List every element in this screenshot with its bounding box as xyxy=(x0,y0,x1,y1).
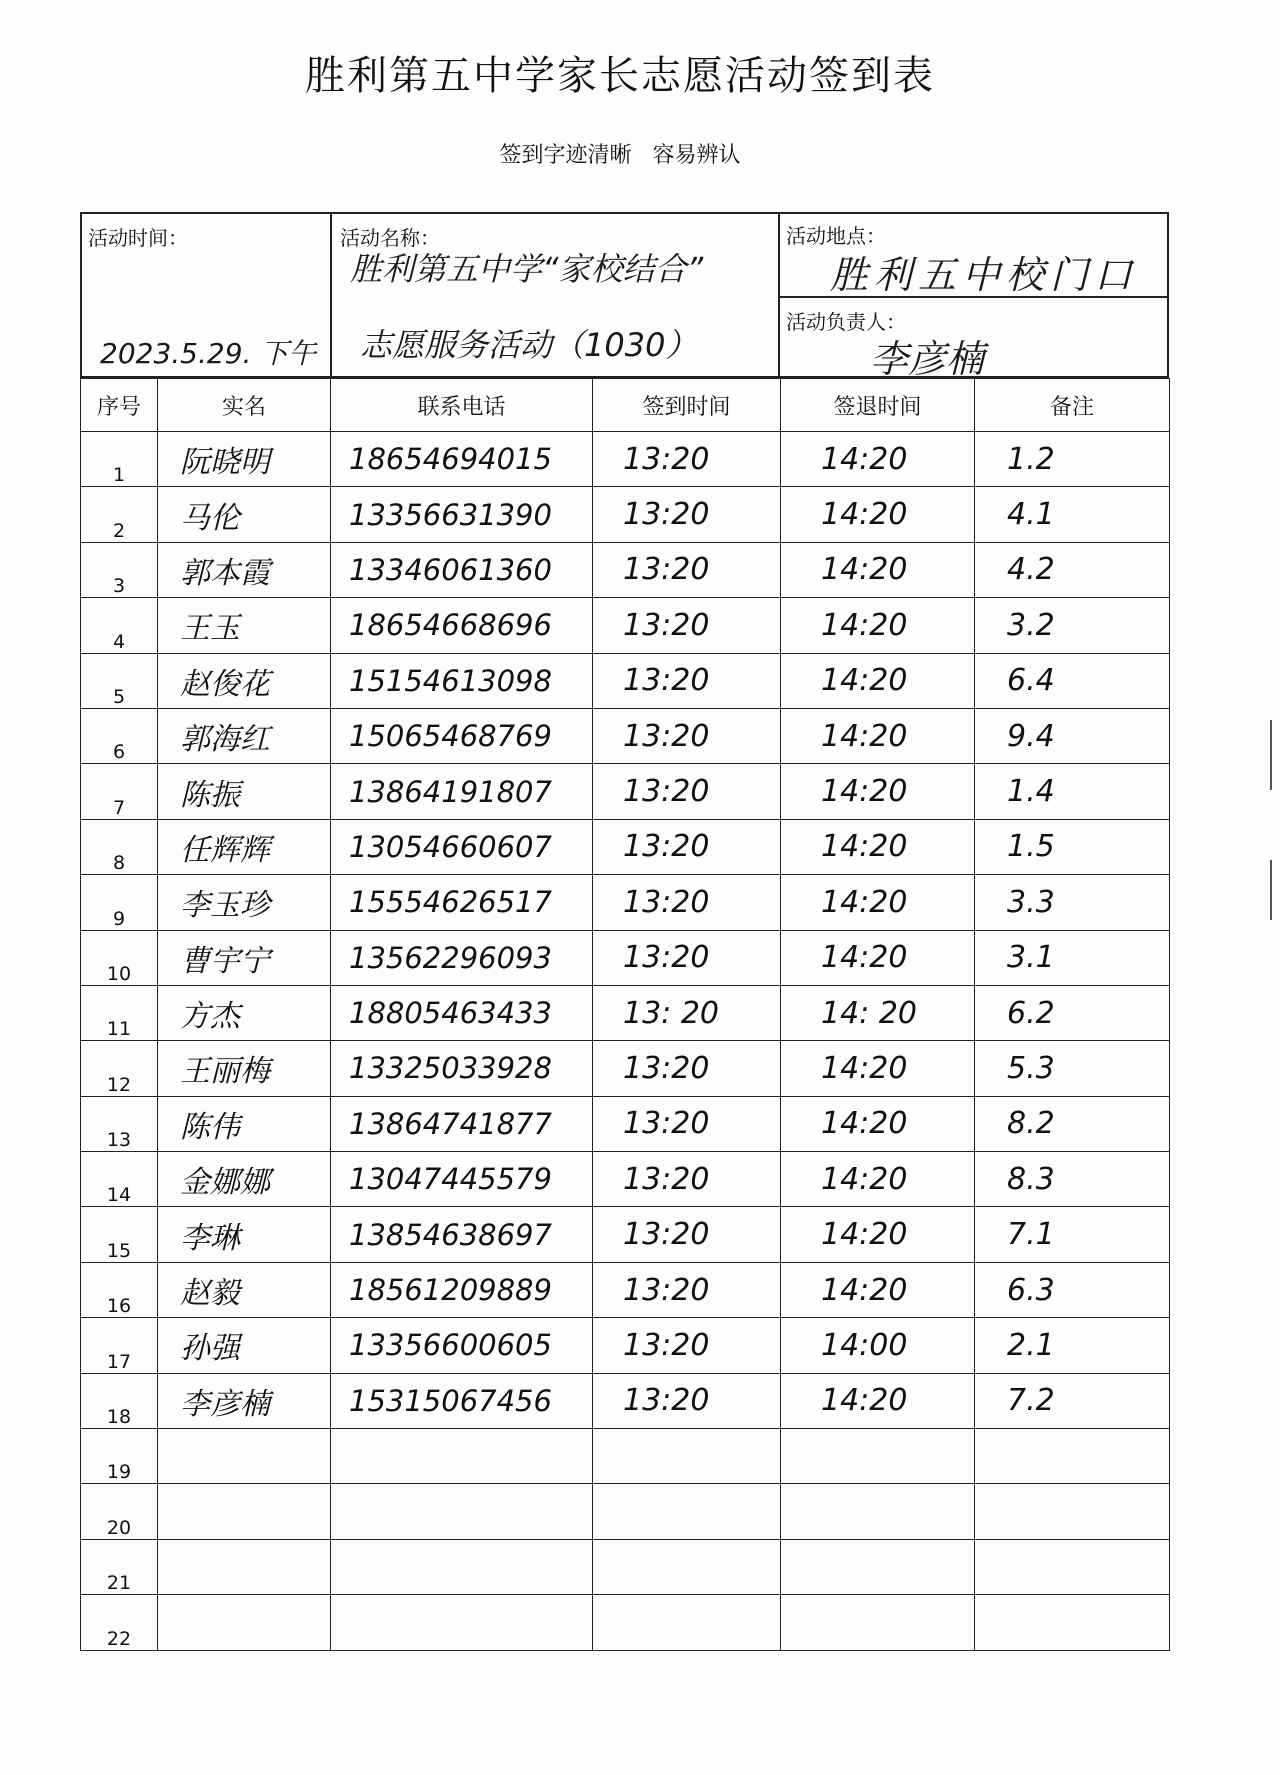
signout-time: 14:20 xyxy=(781,708,975,763)
activity-time-label: 活动时间： xyxy=(88,226,188,250)
row-number: 13 xyxy=(81,1096,158,1151)
table-row xyxy=(81,653,1170,708)
signer-name xyxy=(158,1595,331,1650)
signout-time: 14:20 xyxy=(781,1262,975,1317)
note-value: 1.2 xyxy=(975,432,1170,487)
signer-name: 陈伟 xyxy=(158,1096,331,1151)
phone-number: 15065468769 xyxy=(331,708,593,763)
phone-number: 15315067456 xyxy=(331,1373,593,1428)
signout-time xyxy=(781,1484,975,1539)
table-row xyxy=(81,1207,1170,1262)
table-row xyxy=(81,432,1170,487)
signer-name: 陈振 xyxy=(158,764,331,819)
activity-place-label: 活动地点： xyxy=(786,224,886,248)
row-number: 12 xyxy=(81,1041,158,1096)
note-value: 5.3 xyxy=(975,1041,1170,1096)
signer-name: 赵毅 xyxy=(158,1262,331,1317)
phone-number: 13854638697 xyxy=(331,1207,593,1262)
signin-time: 13: 20 xyxy=(593,985,781,1040)
scan-edge-mark xyxy=(1270,720,1272,790)
signin-time: 13:20 xyxy=(593,764,781,819)
signer-name: 孙强 xyxy=(158,1318,331,1373)
table-row xyxy=(81,1041,1170,1096)
activity-place-cell xyxy=(780,214,1167,298)
table-row xyxy=(81,1152,1170,1207)
phone-number xyxy=(331,1595,593,1650)
signout-time: 14:20 xyxy=(781,432,975,487)
signout-time: 14:20 xyxy=(781,1096,975,1151)
table-row xyxy=(81,542,1170,597)
phone-number: 13864191807 xyxy=(331,764,593,819)
signer-name xyxy=(158,1484,331,1539)
note-value: 9.4 xyxy=(975,708,1170,763)
signer-name: 阮晓明 xyxy=(158,432,331,487)
col-header-signout-time: 签退时间 xyxy=(781,379,975,432)
signin-time: 13:20 xyxy=(593,542,781,597)
signin-time: 13:20 xyxy=(593,432,781,487)
note-value xyxy=(975,1595,1170,1650)
signer-name xyxy=(158,1539,331,1594)
row-number: 18 xyxy=(81,1373,158,1428)
phone-number xyxy=(331,1429,593,1484)
row-number: 19 xyxy=(81,1429,158,1484)
signin-time: 13:20 xyxy=(593,1262,781,1317)
signin-time: 13:20 xyxy=(593,598,781,653)
row-number: 11 xyxy=(81,985,158,1040)
note-value xyxy=(975,1429,1170,1484)
note-value: 6.2 xyxy=(975,985,1170,1040)
phone-number: 13356600605 xyxy=(331,1318,593,1373)
activity-place-value: 胜利五中校门口 xyxy=(830,253,1139,297)
signin-time: 13:20 xyxy=(593,653,781,708)
signer-name: 李彦楠 xyxy=(158,1373,331,1428)
col-header-phone: 联系电话 xyxy=(331,379,593,432)
row-number: 14 xyxy=(81,1152,158,1207)
table-row xyxy=(81,1318,1170,1373)
note-value: 6.3 xyxy=(975,1262,1170,1317)
phone-number: 13047445579 xyxy=(331,1152,593,1207)
signin-time: 13:20 xyxy=(593,1096,781,1151)
signin-time: 13:20 xyxy=(593,930,781,985)
table-row xyxy=(81,930,1170,985)
signout-time: 14:20 xyxy=(781,819,975,874)
note-value: 7.2 xyxy=(975,1373,1170,1428)
signout-time: 14:20 xyxy=(781,487,975,542)
signin-time xyxy=(593,1539,781,1594)
col-header-name: 实名 xyxy=(158,379,331,432)
activity-leader-value: 李彦楠 xyxy=(870,337,985,381)
signer-name: 郭海红 xyxy=(158,708,331,763)
signin-time: 13:20 xyxy=(593,875,781,930)
row-number: 2 xyxy=(81,487,158,542)
col-header-no: 序号 xyxy=(81,379,158,432)
note-value: 1.4 xyxy=(975,764,1170,819)
row-number: 20 xyxy=(81,1484,158,1539)
activity-leader-label: 活动负责人： xyxy=(786,310,906,334)
signer-name: 王丽梅 xyxy=(158,1041,331,1096)
col-header-note: 备注 xyxy=(975,379,1170,432)
note-value: 6.4 xyxy=(975,653,1170,708)
phone-number: 13562296093 xyxy=(331,930,593,985)
activity-time-cell xyxy=(82,214,332,376)
activity-name-line1: 胜利第五中学“家校结合” xyxy=(350,250,704,288)
table-row xyxy=(81,1484,1170,1539)
signout-time: 14:20 xyxy=(781,930,975,985)
phone-number: 15554626517 xyxy=(331,875,593,930)
phone-number: 15154613098 xyxy=(331,653,593,708)
phone-number: 18654668696 xyxy=(331,598,593,653)
table-row xyxy=(81,1539,1170,1594)
table-row xyxy=(81,875,1170,930)
signout-time xyxy=(781,1539,975,1594)
signin-time: 13:20 xyxy=(593,1152,781,1207)
note-value: 3.3 xyxy=(975,875,1170,930)
row-number: 7 xyxy=(81,764,158,819)
signout-time: 14:20 xyxy=(781,1207,975,1262)
table-header-row xyxy=(81,379,1170,432)
row-number: 22 xyxy=(81,1595,158,1650)
signin-time: 13:20 xyxy=(593,1041,781,1096)
table-row xyxy=(81,598,1170,653)
signout-time xyxy=(781,1595,975,1650)
note-value: 7.1 xyxy=(975,1207,1170,1262)
row-number: 6 xyxy=(81,708,158,763)
signout-time: 14:20 xyxy=(781,542,975,597)
row-number: 21 xyxy=(81,1539,158,1594)
phone-number: 18654694015 xyxy=(331,432,593,487)
row-number: 17 xyxy=(81,1318,158,1373)
signout-time: 14:20 xyxy=(781,598,975,653)
signer-name: 赵俊花 xyxy=(158,653,331,708)
table-row xyxy=(81,1429,1170,1484)
phone-number: 18805463433 xyxy=(331,985,593,1040)
table-body xyxy=(81,432,1170,1651)
row-number: 8 xyxy=(81,819,158,874)
signout-time: 14:20 xyxy=(781,1373,975,1428)
table-row xyxy=(81,708,1170,763)
note-value: 3.1 xyxy=(975,930,1170,985)
phone-number: 13346061360 xyxy=(331,542,593,597)
signout-time: 14:00 xyxy=(781,1318,975,1373)
table-row xyxy=(81,1595,1170,1650)
signout-time xyxy=(781,1429,975,1484)
signin-time: 13:20 xyxy=(593,708,781,763)
signout-time: 14: 20 xyxy=(781,985,975,1040)
signer-name: 李玉珍 xyxy=(158,875,331,930)
activity-name-cell xyxy=(332,214,780,376)
note-value: 4.1 xyxy=(975,487,1170,542)
note-value xyxy=(975,1539,1170,1594)
note-value xyxy=(975,1484,1170,1539)
note-value: 4.2 xyxy=(975,542,1170,597)
note-value: 3.2 xyxy=(975,598,1170,653)
table-row xyxy=(81,985,1170,1040)
sheet-subtitle: 签到字迹清晰 容易辨认 xyxy=(499,143,741,168)
table-row xyxy=(81,1262,1170,1317)
signin-time: 13:20 xyxy=(593,1373,781,1428)
table-row xyxy=(81,764,1170,819)
signer-name: 曹宇宁 xyxy=(158,930,331,985)
phone-number: 18561209889 xyxy=(331,1262,593,1317)
table-row xyxy=(81,1096,1170,1151)
row-number: 4 xyxy=(81,598,158,653)
col-header-signin-time: 签到时间 xyxy=(593,379,781,432)
row-number: 5 xyxy=(81,653,158,708)
signin-time xyxy=(593,1429,781,1484)
signout-time: 14:20 xyxy=(781,653,975,708)
scan-edge-mark xyxy=(1270,860,1272,920)
activity-info-box xyxy=(80,212,1169,381)
signout-time: 14:20 xyxy=(781,1041,975,1096)
signer-name: 方杰 xyxy=(158,985,331,1040)
signin-time xyxy=(593,1595,781,1650)
row-number: 15 xyxy=(81,1207,158,1262)
table-row xyxy=(81,487,1170,542)
activity-name-label: 活动名称： xyxy=(340,226,440,250)
signer-name: 王玉 xyxy=(158,598,331,653)
note-value: 2.1 xyxy=(975,1318,1170,1373)
signin-table xyxy=(80,378,1170,1651)
signer-name: 李琳 xyxy=(158,1207,331,1262)
signout-time: 14:20 xyxy=(781,875,975,930)
activity-time-value: 2023.5.29. 下午 xyxy=(100,337,317,370)
sheet-title: 胜利第五中学家长志愿活动签到表 xyxy=(305,53,935,99)
signer-name: 郭本霞 xyxy=(158,542,331,597)
phone-number: 13864741877 xyxy=(331,1096,593,1151)
row-number: 9 xyxy=(81,875,158,930)
signout-time: 14:20 xyxy=(781,1152,975,1207)
signer-name: 任辉辉 xyxy=(158,819,331,874)
phone-number: 13054660607 xyxy=(331,819,593,874)
row-number: 1 xyxy=(81,432,158,487)
phone-number xyxy=(331,1539,593,1594)
row-number: 3 xyxy=(81,542,158,597)
row-number: 10 xyxy=(81,930,158,985)
note-value: 8.3 xyxy=(975,1152,1170,1207)
signin-time: 13:20 xyxy=(593,1207,781,1262)
note-value: 1.5 xyxy=(975,819,1170,874)
table-row xyxy=(81,819,1170,874)
note-value: 8.2 xyxy=(975,1096,1170,1151)
signin-time: 13:20 xyxy=(593,819,781,874)
signer-name: 马伦 xyxy=(158,487,331,542)
phone-number xyxy=(331,1484,593,1539)
table-row xyxy=(81,1373,1170,1428)
phone-number: 13356631390 xyxy=(331,487,593,542)
signout-time: 14:20 xyxy=(781,764,975,819)
signin-time xyxy=(593,1484,781,1539)
activity-place-leader-cell xyxy=(780,214,1167,381)
phone-number: 13325033928 xyxy=(331,1041,593,1096)
signin-time: 13:20 xyxy=(593,1318,781,1373)
row-number: 16 xyxy=(81,1262,158,1317)
signer-name: 金娜娜 xyxy=(158,1152,331,1207)
signin-time: 13:20 xyxy=(593,487,781,542)
signer-name xyxy=(158,1429,331,1484)
activity-name-line2: 志愿服务活动（1030） xyxy=(360,326,698,364)
